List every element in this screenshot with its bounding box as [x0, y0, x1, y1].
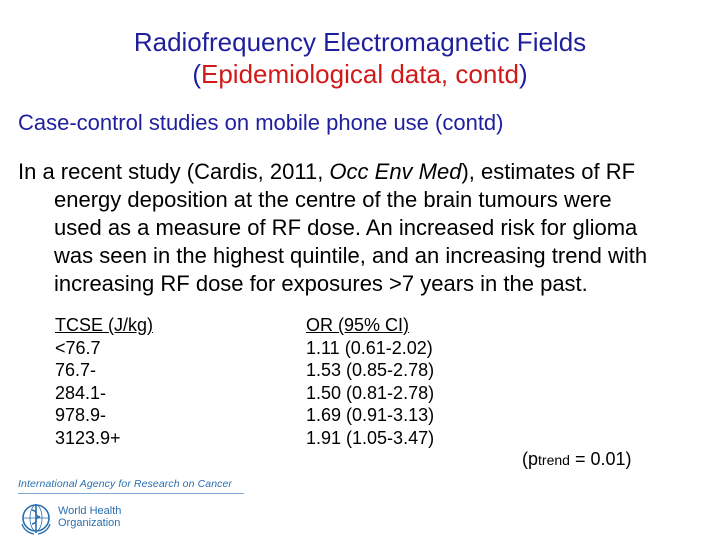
title-paren-close: ) — [518, 59, 528, 89]
p-trend-subscript: trend — [538, 452, 570, 468]
tcse-cell: 76.7- — [55, 360, 97, 380]
journal-name: Occ Env Med — [329, 159, 462, 184]
who-line-2: Organization — [58, 517, 121, 529]
p-trend-open: (p — [522, 449, 539, 469]
p-trend-note — [522, 449, 631, 470]
body-paragraph — [18, 158, 708, 298]
tcse-header — [55, 314, 153, 337]
tcse-cell: 284.1- — [55, 382, 107, 403]
slide-title-line1: Radiofrequency Electromagnetic Fields — [133, 27, 587, 57]
iarc-logo-text: International Agency for Research on Cancer — [18, 478, 233, 490]
tcse-cell: 3123.9+ — [55, 427, 121, 448]
who-line-1: World Health — [58, 505, 122, 517]
or-cell: 1.53 (0.85-2.78) — [306, 360, 435, 380]
or-header: OR (95% CI) — [306, 315, 410, 335]
paragraph-line-5: increasing RF dose for exposures >7 years in the past. — [54, 271, 588, 296]
paragraph-line-2: energy deposition at the centre of the brain tumours were — [54, 187, 612, 212]
paragraph-line-3: used as a measure of RF dose. An increased risk for glioma — [54, 215, 638, 240]
or-cell: 1.50 (0.81-2.78) — [306, 382, 435, 403]
iarc-divider — [18, 493, 244, 494]
paragraph-line-1-a: In a recent study (Cardis, 2011, — [18, 159, 330, 184]
slide-title-line2 — [0, 58, 720, 90]
who-text — [58, 505, 121, 529]
paragraph-line-1-b: ), estimates of RF — [461, 159, 636, 184]
tcse-cell: 978.9- — [55, 405, 107, 425]
or-cell: 1.11 (0.61-2.02) — [306, 337, 433, 358]
tcse-cell: <76.7 — [55, 337, 101, 358]
tcse-column — [55, 314, 153, 449]
paragraph-line-1 — [18, 158, 708, 186]
title-red-text: Epidemiological data, contd — [201, 59, 519, 89]
title-paren-open: ( — [192, 59, 201, 89]
or-cell: 1.69 (0.91-3.13) — [306, 405, 435, 425]
tcse-header-text: TCSE (J/kg) — [55, 315, 154, 335]
p-trend-value: = 0.01) — [569, 449, 632, 469]
who-emblem-icon — [18, 500, 54, 536]
or-column — [306, 314, 434, 449]
slide-subtitle: Case-control studies on mobile phone use (contd) — [18, 110, 504, 135]
or-cell: 1.91 (1.05-3.47) — [306, 427, 435, 448]
paragraph-line-4: was seen in the highest quintile, and an increasing trend with — [54, 243, 648, 268]
